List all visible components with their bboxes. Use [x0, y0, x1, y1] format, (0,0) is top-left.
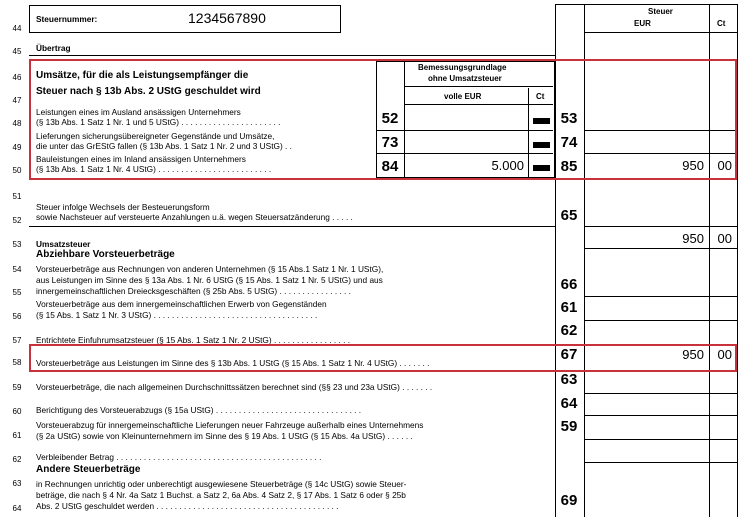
line-number: 50: [12, 166, 22, 175]
kz-59: 59: [560, 418, 578, 435]
steuer-85-eur[interactable]: 950: [682, 158, 704, 173]
kz-63: 63: [560, 371, 578, 388]
basis-ct-label: Ct: [536, 92, 545, 101]
line-number: 63: [12, 479, 22, 488]
kz-74: 74: [560, 134, 578, 151]
line-number: 48: [12, 119, 22, 128]
kz-73: 73: [381, 134, 399, 151]
row48-text-1: Leistungen eines im Ausland ansässigen Unternehmers: [36, 107, 241, 117]
kz-69: 69: [560, 492, 578, 509]
basis-title-2: ohne Umsatzsteuer: [428, 74, 502, 83]
kz-65: 65: [560, 207, 578, 224]
col-eur-label: EUR: [634, 19, 651, 28]
line-number: 53: [12, 240, 22, 249]
uebertrag-label: Übertrag: [36, 43, 71, 53]
row58-text: Vorsteuerbeträge aus Leistungen im Sinne des § 13b Abs. 1 UStG (§ 15 Abs. 1 Satz 1 Nr. 4 UStG) . . . . . . .: [36, 358, 430, 368]
row-line: [584, 439, 737, 440]
kz67-eur[interactable]: 950: [682, 347, 704, 362]
kz-52: 52: [381, 110, 399, 127]
taxnr-label: Steuernummer:: [36, 14, 98, 24]
row49-text-2: die unter das GrEStG fallen (§ 13b Abs. 1 Satz 1 Nr. 2 und 3 UStG) . .: [36, 141, 292, 151]
col-right-border: [737, 4, 738, 517]
kz67-ct[interactable]: 00: [717, 347, 732, 362]
header-top-line: [584, 4, 737, 5]
row63-text-1: in Rechnungen unrichtig oder unberechtigt ausgewiesene Steuerbeträge (§ 14c UStG) sowie Steuer-: [36, 479, 407, 489]
row-line: [29, 226, 555, 227]
highlight-row-58: [29, 344, 737, 372]
line-number: 64: [12, 504, 22, 513]
kz-85: 85: [560, 158, 578, 175]
basis-title-1: Bemessungsgrundlage: [418, 63, 507, 72]
line-number: 46: [12, 73, 22, 82]
line-number: 44: [12, 24, 22, 33]
row50-text-1: Bauleistungen eines im Inland ansässigen Unternehmers: [36, 154, 246, 164]
basis-eur-label: volle EUR: [444, 92, 482, 101]
kz-top-line: [555, 4, 584, 5]
abziehbare-heading: Abziehbare Vorsteuerbeträge: [36, 249, 175, 260]
line-number: 60: [12, 407, 22, 416]
line-number: 51: [12, 192, 22, 201]
row55-text-1: aus Leistungen im Sinne des § 13a Abs. 1 Nr. 6 UStG (§ 15 Abs. 1 Satz 1 Nr. 5 UStG) und aus: [36, 275, 383, 285]
umsaetze-heading-1: Umsätze, für die als Leistungsempfänger die: [36, 70, 249, 81]
row61-text-2: (§ 2a UStG) sowie von Kleinunternehmern im Sinne des § 19 Abs. 1 UStG (§ 15 Abs. 4a UStG) . . . . . .: [36, 431, 413, 441]
highlight-section-13b: [29, 59, 737, 180]
kz-61: 61: [560, 299, 578, 316]
row60-text: Berichtigung des Vorsteuerabzugs (§ 15a UStG) . . . . . . . . . . . . . . . . . . . . . . . . . . . . . . . .: [36, 405, 362, 415]
row57-text: Entrichtete Einfuhrumsatzsteuer (§ 15 Abs. 1 Satz 1 Nr. 2 UStG) . . . . . . . . . . . . . . . . .: [36, 335, 351, 345]
steuer-85-ct[interactable]: 00: [717, 158, 732, 173]
line-number: 45: [12, 47, 22, 56]
row59-text: Vorsteuerbeträge, die nach allgemeinen Durchschnittssätzen berechnet sind (§§ 23 und 23a UStG) . . . . . . .: [36, 382, 433, 392]
row-line: [29, 55, 555, 56]
row49-text-1: Lieferungen sicherungsübereigneter Gegenstände und Umsätze,: [36, 131, 275, 141]
umsatzsteuer-eur[interactable]: 950: [682, 231, 704, 246]
line-number: 47: [12, 96, 22, 105]
row-line: [584, 296, 737, 297]
row-line: [584, 320, 737, 321]
umsatzsteuer-ct[interactable]: 00: [717, 231, 732, 246]
col-steuer-label: Steuer: [648, 7, 673, 16]
line-number: 55: [12, 288, 22, 297]
taxnr-value[interactable]: 1234567890: [188, 10, 266, 26]
row-line: [584, 462, 737, 463]
row52-text-1: Steuer infolge Wechsels der Besteuerungsform: [36, 202, 210, 212]
row64-text: Abs. 2 UStG geschuldet werden . . . . . . . . . . . . . . . . . . . . . . . . . . . . . . . . . . . . . . . .: [36, 501, 339, 511]
line-number: 62: [12, 455, 22, 464]
row-line: [584, 226, 737, 227]
header-bottom-line: [584, 32, 737, 33]
kz-64: 64: [560, 395, 578, 412]
andere-heading: Andere Steuerbeträge: [36, 464, 141, 475]
kz-66: 66: [560, 276, 578, 293]
line-number: 56: [12, 312, 22, 321]
umsatzsteuer-label: Umsatzsteuer: [36, 239, 91, 249]
line-number: 59: [12, 383, 22, 392]
row52-text-2: sowie Nachsteuer auf versteuerte Anzahlungen u.ä. wegen Steuersatzänderung . . . . .: [36, 212, 353, 222]
row56-text-1: Vorsteuerbeträge aus dem innergemeinschaftlichen Erwerb von Gegenständen: [36, 299, 327, 309]
row-line: [584, 415, 737, 416]
row-line: [584, 248, 737, 249]
line-number: 49: [12, 143, 22, 152]
line-number: 54: [12, 265, 22, 274]
row63-text-2: beträge, die nach § 4 Nr. 4a Satz 1 Buchst. a Satz 2, 6a Abs. 4 Satz 2, § 17 Abs. 1 Satz 6 oder § 25b: [36, 490, 406, 500]
basis-84-value[interactable]: 5.000: [491, 158, 524, 173]
row48-text-2: (§ 13b Abs. 1 Satz 1 Nr. 1 und 5 UStG) . . . . . . . . . . . . . . . . . . . . . .: [36, 117, 281, 127]
verbleibender-text: Verbleibender Betrag . . . . . . . . . . . . . . . . . . . . . . . . . . . . . . . . . . . . . . . . . . . . .: [36, 452, 322, 462]
line-number: 61: [12, 431, 22, 440]
row50-text-2: (§ 13b Abs. 1 Satz 1 Nr. 4 UStG) . . . . . . . . . . . . . . . . . . . . . . . . .: [36, 164, 272, 174]
row61-text-1: Vorsteuerabzug für innergemeinschaftliche Lieferungen neuer Fahrzeuge außerhalb eines Unternehmens: [36, 420, 424, 430]
row54-text: Vorsteuerbeträge aus Rechnungen von anderen Unternehmen (§ 15 Abs.1 Satz 1 Nr. 1 UStG),: [36, 264, 384, 274]
umsaetze-heading-2: Steuer nach § 13b Abs. 2 UStG geschuldet wird: [36, 86, 261, 97]
line-number: 52: [12, 216, 22, 225]
row55-text-2: innergemeinschaftlichen Dreiecksgeschäften (§ 25b Abs. 5 UStG) . . . . . . . . . . . . . . . .: [36, 286, 351, 296]
line-number: 58: [12, 358, 22, 367]
col-ct-label: Ct: [717, 19, 726, 28]
kz-62: 62: [560, 322, 578, 339]
line-number: 57: [12, 336, 22, 345]
kz-67: 67: [560, 346, 578, 363]
row56-text-2: (§ 15 Abs. 1 Satz 1 Nr. 3 UStG) . . . . . . . . . . . . . . . . . . . . . . . . . . . . . . . . . . . .: [36, 310, 318, 320]
kz-53: 53: [560, 110, 578, 127]
kz-84: 84: [381, 158, 399, 175]
row-line: [584, 393, 737, 394]
